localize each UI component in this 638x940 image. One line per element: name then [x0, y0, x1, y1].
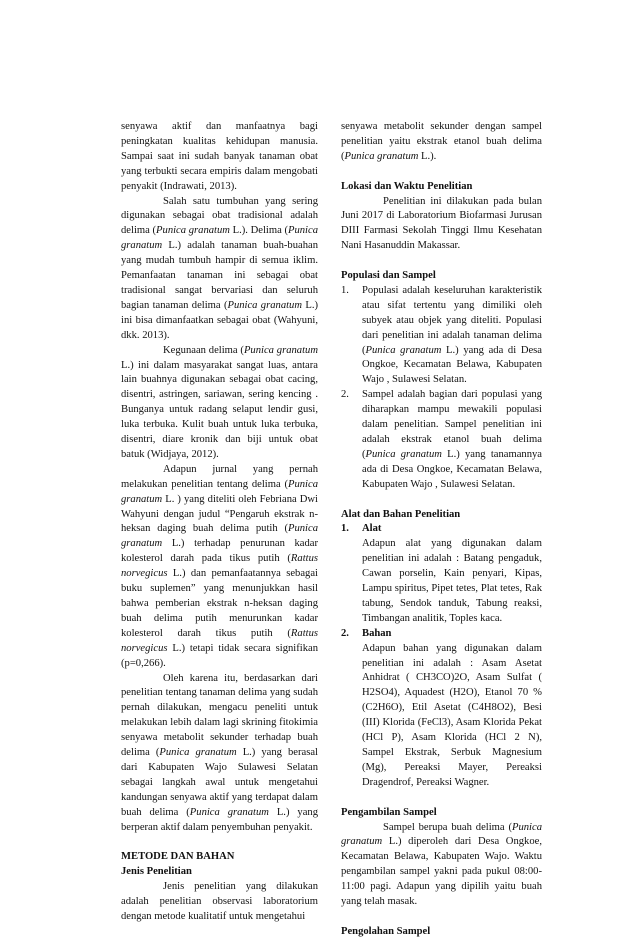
paragraph-bahan-list: Adapun bahan yang digunakan dalam penelitian ini adalah : Asam Asetat Anhidrat ( CH3CO)2O, Asam Sulfat ( H2SO4), Aquadest (H2O), Etanol 70 % (C2H6O), Etil Asetat (C4H8O2), Besi (III) Klorida (FeCl3), Asam Klorida Pekat (HCl P), Asam Klorida (HCl 2 N), Sampel Ekstrak, Serbuk Magnesium (Mg), Pereaksi Mayer, Pereaksi Dragendrof, Pereaksi Wagner. [362, 642, 542, 788]
paragraph-previous-research: Adapun jurnal yang pernah melakukan penelitian tentang delima (Punica granatum L. ) yang diteliti oleh Febriana Dwi Wahyuni dengan judul “Pengaruh ekstrak n-heksan daging buah delima putih (Punica granatum L.) terhadap penurunan kadar kolesterol darah pada tikus putih (Rattus norvegicus L.) dan pemanfaatannya sebagai buku suplemen” yang menunjukkan hasil bahwa pemberian ekstrak n-heksan daging buah delima putih menurunkan kadar kolesterol darah tikus putih (Rattus norvegicus L.) tetapi tidak secara signifikan (p=0,266). [121, 463, 318, 669]
list-item-populasi: 1. Populasi adalah keseluruhan karakteristik atau sifat tertentu yang dimiliki oleh subyek atau objek yang diteliti. Populasi dari penelitian ini adalah tanaman delima (Punica granatum L.) yang ada di Desa Ongkoe, Kecamatan Belawa, Kabupaten Wajo , Sulawesi Selatan. [341, 284, 542, 386]
list-item-sampel: 2. Sampel adalah bagian dari populasi yang diharapkan mampu mewakili populasi dalam penelitian. Sampel penelitian ini adalah ekstrak etanol buah delima (Punica granatum L.) yang tanamannya ada di Desa Ongkoe, Kecamatan Belawa, Kabupaten Wajo , Sulawesi Selatan. [341, 389, 542, 490]
paragraph-research-type: Jenis penelitian yang dilakukan adalah penelitian observasi laboratorium dengan metode kualitatif untuk mengetahui [121, 881, 318, 923]
subsection-heading-populasi: Populasi dan Sampel [341, 270, 436, 282]
paragraph-sample-collection: Sampel berupa buah delima (Punica granatum L.) diperoleh dari Desa Ongkoe, Kecamatan Belawa, Kabupaten Wajo. Waktu pengambilan sampel yakni pada pukul 08:00-11:00 pagi. Adapun yang dipilih yaitu buah yang telah masak. [341, 821, 542, 908]
subsection-heading-lokasi: Lokasi dan Waktu Penelitian [341, 180, 473, 192]
paragraph-intro-continued: senyawa aktif dan manfaatnya bagi peningkatan kualitas kehidupan manusia. Sampai saat ini sudah banyak tanaman obat yang terbukti secara empiris dalam mengobati penyakit (Indrawati, 2013). [121, 121, 318, 192]
subsection-heading-jenis: Jenis Penelitian [121, 866, 192, 878]
paragraph-alat-list: Adapun alat yang digunakan dalam penelitian ini adalah : Batang pengaduk, Cawan porselin, Kain penyari, Kipas, Lampu spiritus, Pipet tetes, Plat tetes, Rak tabung, Sendok tanduk, Tabung reaksi, Timbangan analitik, Toples kaca. [362, 538, 542, 624]
sub-heading-alat: 1. Alat [341, 523, 382, 535]
sub-heading-bahan: 2. Bahan [341, 627, 392, 639]
population-sample-list [341, 284, 542, 493]
paragraph-delima-uses: Kegunaan delima (Punica granatum L.) ini dalam masyarakat sangat luas, antara lain buahnya digunakan sebagai obat cacing, disentri, astringen, sariawan, sering kencing . Bunganya untuk radang selaput lendir gusi, luka terbuka. Kulit buah untuk luka terbuka, disentri, diare kronik dan biji untuk obat batuk (Widjaya, 2012). [121, 344, 318, 460]
paragraph-location-time: Penelitian ini dilakukan pada bulan Juni 2017 di Laboratorium Biofarmasi Jurusan DIII Farmasi Sekolah Tinggi Ilmu Kesehatan Nani Hasanuddin Makassar. [341, 195, 542, 252]
subsection-heading-alat-bahan: Alat dan Bahan Penelitian [341, 508, 461, 520]
subsection-heading-pengolahan: Pengolahan Sampel [341, 925, 431, 937]
right-column [341, 120, 542, 940]
paragraph-research-rationale: Oleh karena itu, berdasarkan dari penelitian tentang tanaman delima yang sudah pernah dilakukan, mengacu peneliti untuk melakukan lebih dalam lagi skrining fitokimia senyawa metabolit sekunder terhadap buah delima (Punica granatum L.) yang berasal dari Kabupaten Wajo Sulawesi Selatan sebagai langkah awal untuk mengetahui kandungan senyawa aktif yang terdapat dalam buah delima (Punica granatum L.) yang berperan aktif dalam penyembuhan penyakit. [121, 672, 319, 833]
subsection-heading-pengambilan: Pengambilan Sampel [341, 806, 437, 818]
paragraph-delima-description: Salah satu tumbuhan yang sering digunakan sebagai obat tradisional adalah delima (Punica granatum L.). Delima (Punica granatum L.) adalah tanaman buah-buahan yang mudah tumbuh hampir di semua iklim. Pemanfaatan tanaman ini sebagai obat tradisional sangat bervariasi dan seluruh bagian tanaman delima (Punica granatum L.) ini bisa dimanfaatkan sebagai obat (Wahyuni, dkk. 2013). [121, 195, 318, 341]
section-heading-metode: METODE DAN BAHAN [121, 851, 235, 863]
left-column [121, 120, 318, 925]
paragraph-method-continued: senyawa metabolit sekunder dengan sampel penelitian yaitu ekstrak etanol buah delima (Punica granatum L.). [341, 121, 542, 162]
